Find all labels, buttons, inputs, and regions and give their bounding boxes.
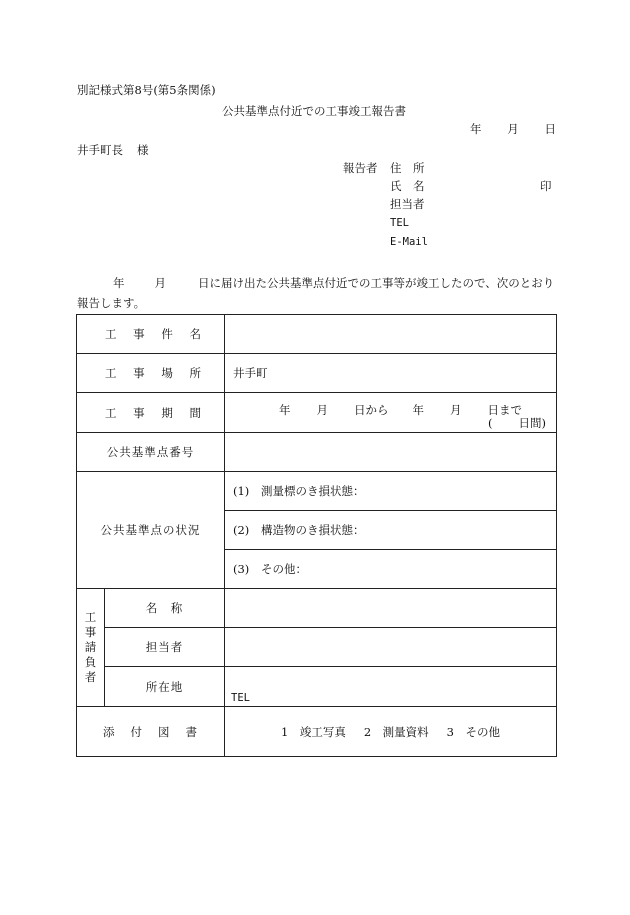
seal-mark: 印 xyxy=(540,179,552,193)
contractor-person-field[interactable] xyxy=(225,628,557,667)
contractor-address-label: 所在地 xyxy=(105,667,225,707)
reporter-email-label: E-Mail xyxy=(390,236,428,248)
addressee-honorific: 様 xyxy=(137,143,149,157)
contractor-address-field[interactable] xyxy=(225,667,557,707)
benchmark-status-label: 公共基準点の状況 xyxy=(77,472,225,589)
attachment-other[interactable]: 3 その他 xyxy=(446,724,500,739)
work-name-field[interactable] xyxy=(225,315,557,354)
row-contractor-address xyxy=(77,667,557,707)
date-month: 月 xyxy=(507,122,519,136)
statement-text-1: 日に届け出た公共基準点付近での工事等が竣工したので、次のとおり xyxy=(198,276,555,290)
report-form-table xyxy=(76,314,557,757)
attachments-label: 添 付 図 書 xyxy=(77,707,225,757)
row-work-period xyxy=(77,393,557,433)
form-number: 別記様式第8号(第5条関係) xyxy=(77,83,216,97)
work-period-label: 工 事 期 間 xyxy=(77,393,225,433)
contractor-tel-label: TEL xyxy=(231,692,250,704)
attachment-completion-photos[interactable]: 1 竣工写真 xyxy=(281,724,346,739)
row-benchmark-status-1 xyxy=(77,472,557,511)
contractor-name-field[interactable] xyxy=(225,589,557,628)
work-place-label: 工 事 場 所 xyxy=(77,354,225,393)
reporter-name-label: 氏 名 xyxy=(390,179,425,193)
row-benchmark-number xyxy=(77,433,557,472)
work-name-label: 工 事 件 名 xyxy=(77,315,225,354)
statement-year: 年 xyxy=(113,276,125,290)
status-structure-field[interactable]: (2) 構造物のき損状態： xyxy=(225,511,557,550)
work-period-field[interactable] xyxy=(225,393,557,433)
report-statement xyxy=(77,273,557,313)
benchmark-number-field[interactable] xyxy=(225,433,557,472)
contractor-name-label: 名 称 xyxy=(105,589,225,628)
document-title: 公共基準点付近での工事竣工報告書 xyxy=(222,104,406,118)
addressee-name: 井手町長 xyxy=(77,143,123,157)
status-other-field[interactable]: (3) その他： xyxy=(225,550,557,589)
benchmark-number-label: 公共基準点番号 xyxy=(77,433,225,472)
reporter-label: 報告者 xyxy=(343,161,378,175)
statement-month: 月 xyxy=(154,276,166,290)
row-attachments xyxy=(77,707,557,757)
reporter-address-label: 住 所 xyxy=(390,161,425,175)
reporter-person-label: 担当者 xyxy=(390,197,425,211)
report-date xyxy=(470,124,556,136)
row-contractor-person xyxy=(77,628,557,667)
row-work-place xyxy=(77,354,557,393)
date-year: 年 xyxy=(470,122,482,136)
addressee xyxy=(77,145,149,157)
attachments-field xyxy=(225,707,557,757)
row-contractor-name xyxy=(77,589,557,628)
contractor-label: 工 事 請 負 者 xyxy=(77,589,105,707)
status-survey-marker-field[interactable]: (1) 測量標のき損状態： xyxy=(225,472,557,511)
row-work-name xyxy=(77,315,557,354)
work-period-dates: 年 月 日から 年 月 日まで xyxy=(279,403,522,417)
date-day: 日 xyxy=(544,122,556,136)
reporter-tel-label: TEL xyxy=(390,217,409,229)
attachment-survey-data[interactable]: 2 測量資料 xyxy=(363,724,429,739)
statement-text-2: 報告します。 xyxy=(77,296,146,310)
work-period-days: ( 日間) xyxy=(488,416,546,430)
work-place-field[interactable]: 井手町 xyxy=(225,354,557,393)
contractor-person-label: 担当者 xyxy=(105,628,225,667)
